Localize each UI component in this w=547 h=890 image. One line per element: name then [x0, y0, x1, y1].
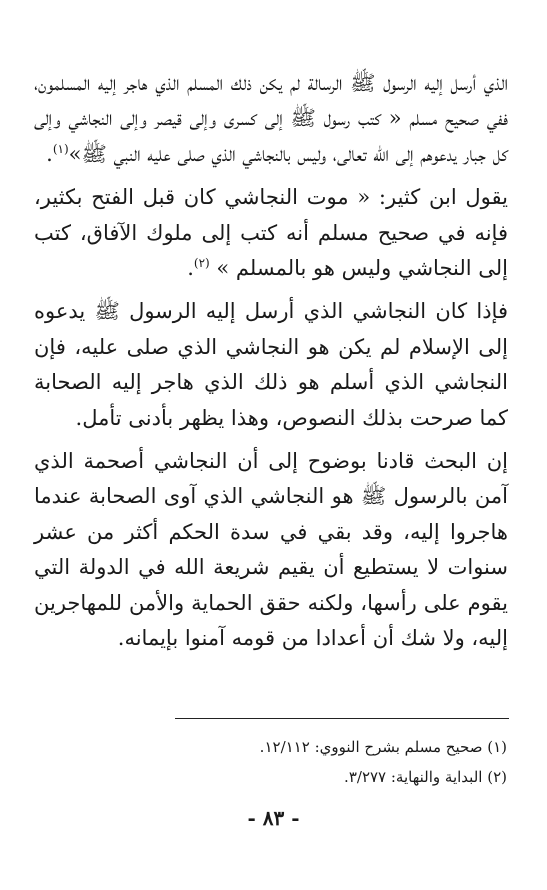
- paragraph-1: [34, 66, 508, 172]
- footnote-ref-2: (٢): [193, 256, 210, 271]
- footnotes: [37, 732, 507, 792]
- paragraph-2: [34, 180, 508, 286]
- footnote-1-number: (١): [487, 738, 507, 756]
- footnote-ref-1: (١): [52, 141, 69, 156]
- footnote-divider: [175, 718, 509, 719]
- paragraph-4-text: إن البحث قادنا بوضوح إلى أن النجاشي أصحمة الذي آمن بالرسول ﷺ هو النجاشي الذي آوى الصحابة عندما هاجروا إليه، وقد بقي في سدة الحكم أكثر من عشر سنوات لا يستطيع أن يقيم شريعة الله في الدولة التي يقوم على رأسها، ولكنه حقق الحماية والأمن للمهاجرين إليه، ولا شك أن أعدادا من قومه آمنوا بإيمانه.: [34, 449, 508, 651]
- paragraph-2-tail: .: [187, 256, 194, 281]
- paragraph-1-tail: .: [46, 141, 53, 166]
- paragraph-4: [34, 444, 508, 656]
- paragraph-1-text: الذي أرسل إليه الرسول ﷺ الرسالة لم يكن ذلك المسلم الذي هاجر إليه المسلمون، ففي صحيح مسلم « كتب رسول ﷺ إلى كسرى وإلى قيصر وإلى النجاشي وإلى كل جبار يدعوهم إلى الله تعالى، وليس بالنجاشي الذي صلى عليه النبي ﷺ»: [34, 71, 508, 166]
- paragraph-2-text: يقول ابن كثير: « موت النجاشي كان قبل الفتح بكثير، فإنه في صحيح مسلم أنه كتب إلى ملوك الآفاق، كتب إلى النجاشي وليس هو بالمسلم »: [34, 185, 508, 281]
- page-body: [34, 66, 508, 657]
- footnote-1: [37, 732, 507, 762]
- footnote-1-text: صحيح مسلم بشرح النووي: ١٢/١١٢.: [259, 738, 483, 756]
- footnote-2-number: (٢): [487, 768, 507, 786]
- paragraph-3-text: فإذا كان النجاشي الذي أرسل إليه الرسول ﷺ يدعوه إلى الإسلام لم يكن هو النجاشي الذي صلى عليه، فإن النجاشي الذي أسلم هو ذلك الذي هاجر إليه الصحابة كما صرحت بذلك النصوص، وهذا يظهر بأدنى تأمل.: [34, 299, 508, 430]
- footnote-2-text: البداية والنهاية: ٣/٢٧٧.: [344, 768, 483, 786]
- paragraph-3: [34, 294, 508, 436]
- footnote-2: [37, 762, 507, 792]
- page-number: - ٨٣ -: [247, 806, 300, 830]
